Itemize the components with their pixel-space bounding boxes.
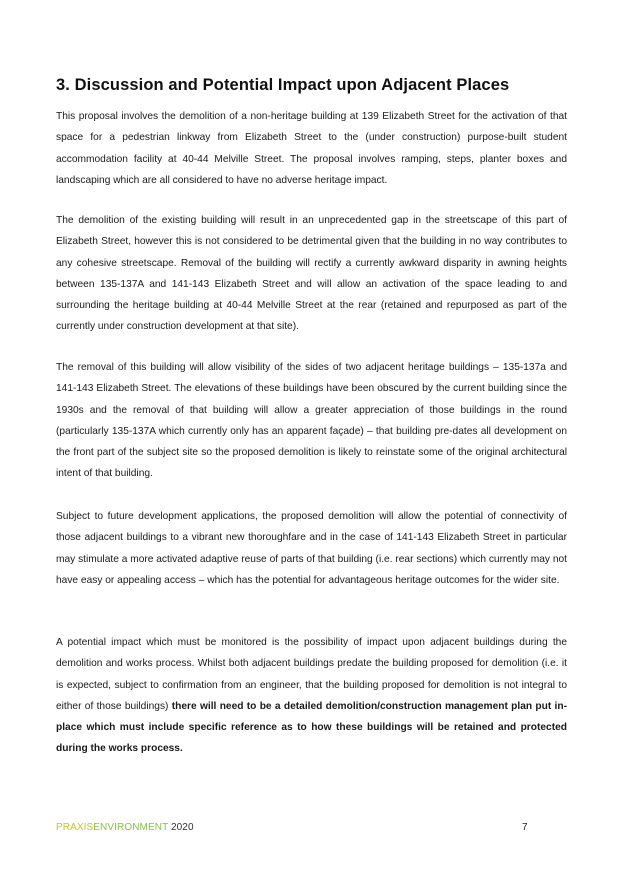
brand-environment: ENVIRONMENT xyxy=(93,822,169,833)
paragraph-impact-monitoring xyxy=(56,632,567,760)
paragraph-heritage-visibility: The removal of this building will allow visibility of the sides of two adjacent heritage buildings – 135-137a and 141-143 Elizabeth Street. The elevations of these buildings have been obscured by the current building since the 1930s and the removal of that building will allow a greater appreciation of those buildings in the round (particularly 135-137A which currently only has an apparent façade) – that building pre-dates all development on the front part of the subject site so the proposed demolition is likely to reinstate some of the original architectural intent of that building. xyxy=(56,362,567,480)
impact-monitoring-text: A potential impact which must be monitored is the possibility of impact upon adjacent buildings during the demolition and works process. Whilst both adjacent buildings predate the building proposed for demolition (i.e. it is expected, subject to confirmation from an engineer, that the building proposed for demolition is not integral to either of those buildings) xyxy=(56,637,567,712)
footer-year: 2020 xyxy=(168,822,194,833)
footer-brand xyxy=(56,822,194,833)
paragraph-demolition-proposal: This proposal involves the demolition of a non-heritage building at 139 Elizabeth Street for the activation of that space for a pedestrian linkway from Elizabeth Street to the (under construction) purpose-built student accommodation facility at 40-44 Melville Street. The proposal involves ramping, steps, planter boxes and landscaping which are all considered to have no adverse heritage impact. xyxy=(56,111,567,186)
brand-praxis: PRAXIS xyxy=(56,822,94,833)
section-heading: 3. Discussion and Potential Impact upon Adjacent Places xyxy=(56,76,510,94)
management-plan-requirement: there will need to be a detailed demolition/construction management plan put in-place which must include specific reference as to how these buildings will be retained and protected during the works process. xyxy=(56,700,567,755)
page-number: 7 xyxy=(522,822,528,833)
paragraph-connectivity: Subject to future development applications, the proposed demolition will allow the potential of connectivity of those adjacent buildings to a vibrant new thoroughfare and in the case of 141-143 Elizabeth Street in particular may stimulate a more activated adaptive reuse of parts of that building (i.e. rear sections) which currently may not have easy or appealing access – which has the potential for advantageous heritage outcomes for the wider site. xyxy=(56,511,567,586)
paragraph-streetscape-gap: The demolition of the existing building will result in an unprecedented gap in the streetscape of this part of Elizabeth Street, however this is not considered to be detrimental given that the building in no way contributes to any cohesive streetscape. Removal of the building will rectify a currently awkward disparity in awning heights between 135-137A and 141-143 Elizabeth Street and will allow an activation of the space leading to and surrounding the heritage building at 40-44 Melville Street at the rear (retained and repurposed as part of the currently under construction development at that site). xyxy=(56,215,567,333)
